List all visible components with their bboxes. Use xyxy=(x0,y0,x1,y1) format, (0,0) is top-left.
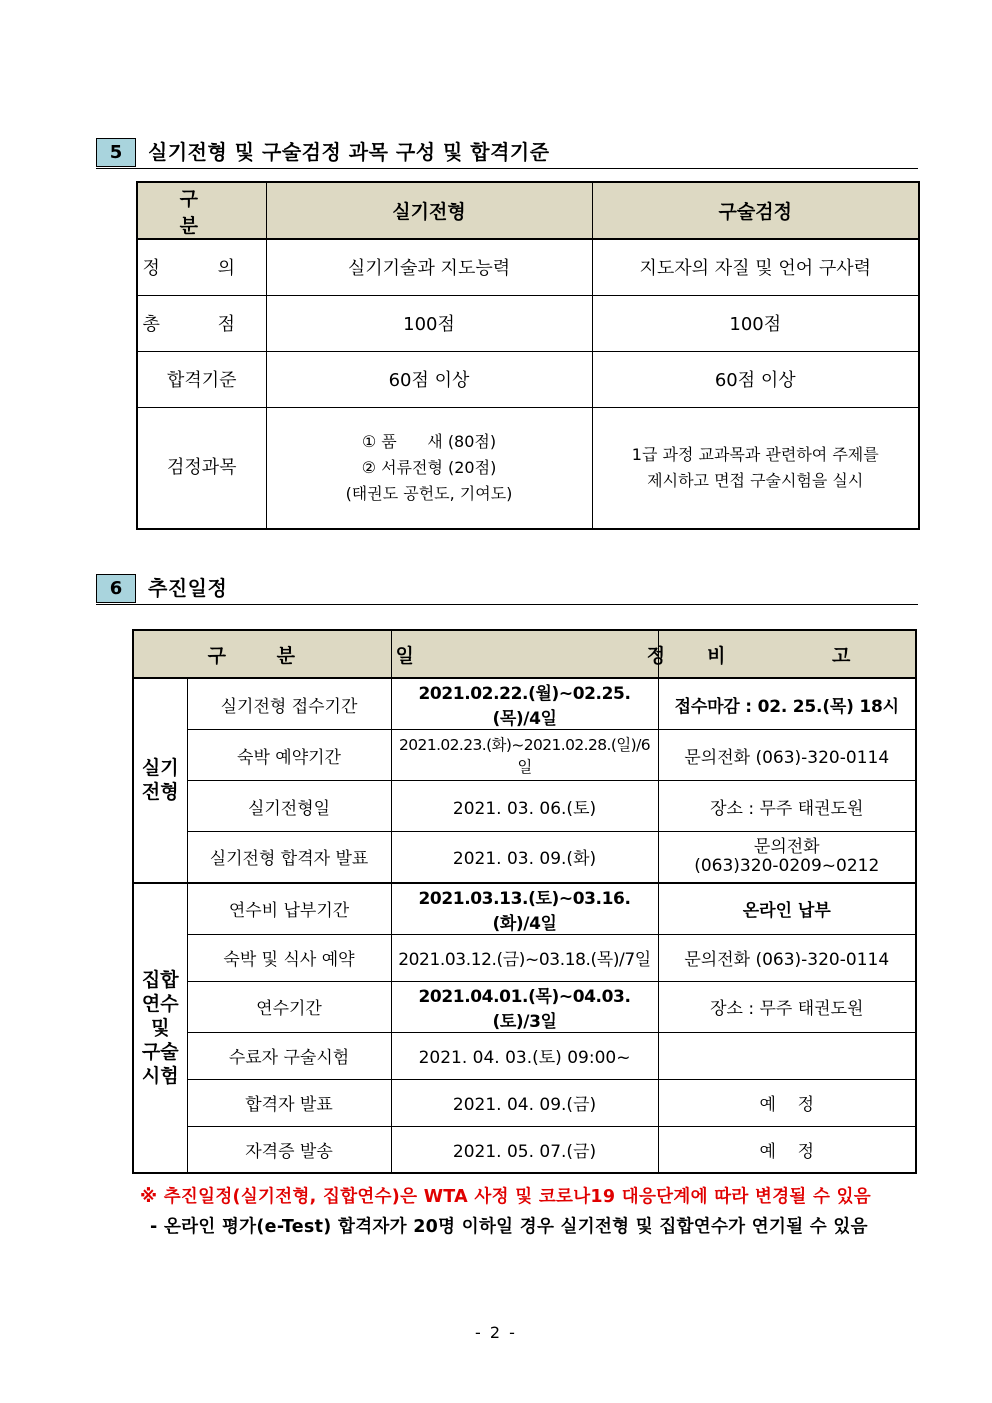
table-row xyxy=(133,934,916,981)
date-cell: 2021. 03. 06.(토) xyxy=(391,781,658,832)
section-title: 추진일정 xyxy=(148,576,228,600)
item-cell: 연수비 납부기간 xyxy=(187,883,391,935)
subject-line: (태권도 공헌도, 기여도) xyxy=(345,483,513,503)
group-label-line: 집합 xyxy=(141,968,179,991)
header-schedule: 일 정 xyxy=(391,630,658,678)
group-label-line: 전형 xyxy=(141,781,179,804)
practical-cell xyxy=(266,407,592,529)
exam-criteria-table xyxy=(136,181,920,530)
oral-cell: 60점 이상 xyxy=(592,351,919,407)
date-cell: 2021.03.12.(금)~03.18.(목)/7일 xyxy=(391,934,658,981)
item-cell: 실기전형일 xyxy=(187,781,391,832)
header-category: 구 분 xyxy=(137,182,266,239)
group-label-practical xyxy=(133,678,187,883)
subject-line: 1급 과정 교과목과 관련하여 주제를 xyxy=(631,444,879,464)
table-row xyxy=(133,730,916,781)
item-cell: 연수기간 xyxy=(187,981,391,1032)
note-cell: 장소 : 무주 태권도원 xyxy=(658,981,916,1032)
item-cell: 숙박 예약기간 xyxy=(187,730,391,781)
table-row xyxy=(133,1032,916,1079)
section-5-heading xyxy=(96,138,918,169)
group-label-line: 구술 xyxy=(141,1040,179,1063)
table-row xyxy=(137,295,919,351)
table-row xyxy=(133,1126,916,1173)
section-number-badge: 6 xyxy=(96,574,136,603)
subject-line: ② 서류전형 (20점) xyxy=(361,457,497,477)
table-header-row xyxy=(137,182,919,239)
header-remarks: 비 고 xyxy=(658,630,916,678)
group-label-line: 연수 xyxy=(141,992,179,1015)
table-row xyxy=(133,883,916,935)
date-cell: 2021.04.01.(목)~04.03.(토)/3일 xyxy=(391,981,658,1032)
item-cell: 수료자 구술시험 xyxy=(187,1032,391,1079)
practical-cell: 실기기술과 지도능력 xyxy=(266,239,592,295)
date-cell: 2021. 03. 09.(화) xyxy=(391,832,658,883)
date-cell: 2021.02.22.(월)~02.25.(목)/4일 xyxy=(391,678,658,730)
note-line: 문의전화 xyxy=(753,836,820,857)
practical-cell: 60점 이상 xyxy=(266,351,592,407)
note-cell xyxy=(658,1032,916,1079)
table-header-row xyxy=(133,630,916,678)
date-cell: 2021.03.13.(토)~03.16.(화)/4일 xyxy=(391,883,658,935)
group-label-line: 및 xyxy=(151,1016,170,1039)
date-cell: 2021. 04. 09.(금) xyxy=(391,1079,658,1126)
header-category: 구 분 xyxy=(133,630,391,678)
practical-cell: 100점 xyxy=(266,295,592,351)
note-cell: 접수마감 : 02. 25.(목) 18시 xyxy=(658,678,916,730)
table-row xyxy=(133,981,916,1032)
group-label-line: 시험 xyxy=(141,1064,179,1087)
oral-cell: 100점 xyxy=(592,295,919,351)
table-row xyxy=(133,1079,916,1126)
note-cell xyxy=(658,832,916,883)
table-row xyxy=(137,239,919,295)
date-cell: 2021. 05. 07.(금) xyxy=(391,1126,658,1173)
item-cell: 자격증 발송 xyxy=(187,1126,391,1173)
table-row xyxy=(137,407,919,529)
subject-line: 제시하고 면접 구술시험을 실시 xyxy=(647,470,864,490)
item-cell: 실기전형 합격자 발표 xyxy=(187,832,391,883)
item-cell: 합격자 발표 xyxy=(187,1079,391,1126)
row-label: 총 점 xyxy=(137,295,266,351)
item-cell: 숙박 및 식사 예약 xyxy=(187,934,391,981)
note-line: (063)320-0209~0212 xyxy=(694,855,880,876)
date-cell: 2021.02.23.(화)~2021.02.28.(일)/6일 xyxy=(391,730,658,781)
oral-cell xyxy=(592,407,919,529)
table-row xyxy=(133,678,916,730)
date-cell: 2021. 04. 03.(토) 09:00~ xyxy=(391,1032,658,1079)
page-number: - 2 - xyxy=(475,1323,517,1342)
table-row xyxy=(133,781,916,832)
row-label: 정 의 xyxy=(137,239,266,295)
schedule-table xyxy=(132,629,917,1174)
oral-cell: 지도자의 자질 및 언어 구사력 xyxy=(592,239,919,295)
note-cell: 문의전화 (063)-320-0114 xyxy=(658,934,916,981)
group-label-training xyxy=(133,883,187,1174)
row-label: 검정과목 xyxy=(137,407,266,529)
row-label: 합격기준 xyxy=(137,351,266,407)
item-cell: 실기전형 접수기간 xyxy=(187,678,391,730)
schedule-change-warning: ※ 추진일정(실기전형, 집합연수)은 WTA 사정 및 코로나19 대응단계에 따라 변경될 수 있음 xyxy=(140,1187,872,1207)
note-cell: 장소 : 무주 태권도원 xyxy=(658,781,916,832)
note-cell: 문의전화 (063)-320-0114 xyxy=(658,730,916,781)
section-title: 실기전형 및 구술검정 과목 구성 및 합격기준 xyxy=(148,140,550,164)
section-6-heading xyxy=(96,574,918,605)
header-oral: 구술검정 xyxy=(592,182,919,239)
header-practical: 실기전형 xyxy=(266,182,592,239)
subject-line: ① 품 새 (80점) xyxy=(361,431,497,451)
group-label-line: 실기 xyxy=(141,757,179,780)
note-cell: 온라인 납부 xyxy=(658,883,916,935)
table-row xyxy=(133,832,916,883)
section-number-badge: 5 xyxy=(96,138,136,167)
postponement-note: - 온라인 평가(e-Test) 합격자가 20명 이하일 경우 실기전형 및 집합연수가 연기될 수 있음 xyxy=(150,1217,868,1237)
note-cell: 예 정 xyxy=(658,1079,916,1126)
note-cell: 예 정 xyxy=(658,1126,916,1173)
table-row xyxy=(137,351,919,407)
